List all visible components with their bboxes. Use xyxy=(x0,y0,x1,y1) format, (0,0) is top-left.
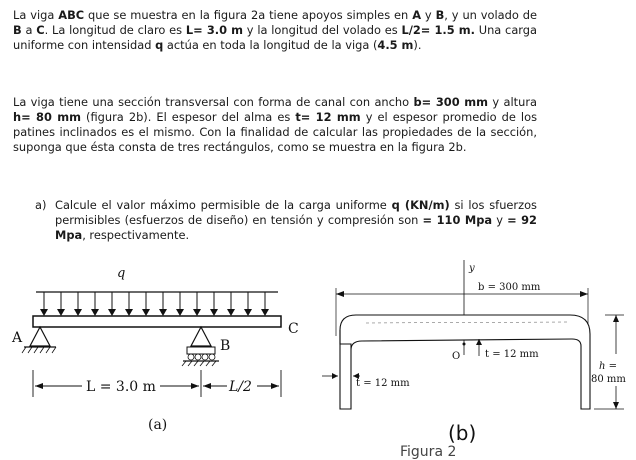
flange-thickness-label: t = 12 mm xyxy=(356,378,410,389)
roller-base-b xyxy=(187,347,215,354)
height-label-2: 80 mm xyxy=(591,374,626,385)
width-label: b = 300 mm xyxy=(478,282,541,293)
axis-y-label: y xyxy=(469,263,475,274)
height-label-1: h = xyxy=(599,361,617,372)
problem-paragraph-1: La viga ABC que se muestra en la figura 2a tiene apoyos simples en A y B, y un volado de B a C. La longitud de claro es L= 3.0 m y la longitud del volado es L/2= 1.5 m. Una carga uniforme con intensidad q actúa en toda la longitud de la viga (4.5 m). xyxy=(13,8,538,52)
figure-b-channel-section xyxy=(310,258,636,420)
dim-arrow xyxy=(580,291,588,297)
support-label-a: A xyxy=(12,330,23,346)
figure-a-beam-diagram xyxy=(0,262,310,437)
support-label-b: B xyxy=(220,338,231,354)
dim-arrow xyxy=(613,402,619,409)
roller-wheels-b xyxy=(188,354,215,360)
dim-arrow xyxy=(336,291,344,297)
caption-b: (b) xyxy=(448,421,477,445)
roller-support-b xyxy=(191,327,211,346)
end-label-c: C xyxy=(288,321,299,337)
dim-arrow xyxy=(191,383,199,389)
web-thickness-label: t = 12 mm xyxy=(485,349,539,360)
dim-arrow xyxy=(613,315,619,322)
question-text: Calcule el valor máximo permisible de la carga uniforme q (KN/m) si los sfuerzos permisibles (esfuerzos de diseño) en tensión y compresión son = 110 Mpa y = 92 Mpa, respectivamente. xyxy=(55,198,537,242)
caption-a: (a) xyxy=(148,417,168,433)
ground-hatch-b xyxy=(182,361,216,366)
question-label: a) xyxy=(35,198,47,212)
figure-caption-cut: Figura 2 xyxy=(400,444,457,460)
ground-hatch-a xyxy=(22,347,56,353)
channel-outline xyxy=(340,315,590,409)
load-arrows xyxy=(40,292,269,316)
beam xyxy=(33,316,281,327)
dim-label-span: L = 3.0 m xyxy=(86,379,156,395)
problem-paragraph-2: La viga tiene una sección transversal con forma de canal con ancho b= 300 mm y altura h= 80 mm (figura 2b). El espesor del alma es t= 12 mm y el espesor promedio de los patines inclinados es el mismo. Con la finalidad de calcular las propiedades de la sección, suponga que ésta consta de tres rectángulos, como se muestra en la figura 2b. xyxy=(13,95,537,154)
origin-point xyxy=(463,343,466,346)
pin-support-a xyxy=(30,327,50,346)
origin-label: O xyxy=(452,351,461,362)
dim-label-overhang: L/2 xyxy=(229,379,252,395)
dim-arrow xyxy=(332,373,338,379)
dim-arrow xyxy=(203,383,211,389)
load-label-q: q xyxy=(117,266,126,281)
dim-arrow xyxy=(271,383,279,389)
dim-arrow xyxy=(35,383,43,389)
